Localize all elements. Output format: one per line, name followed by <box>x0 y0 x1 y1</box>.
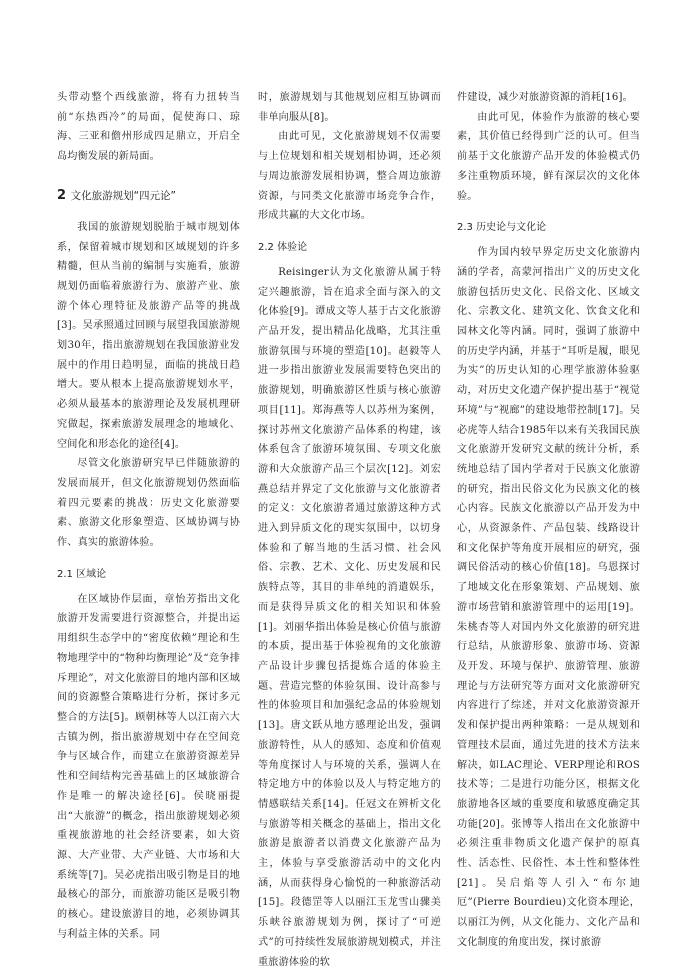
paragraph: 由此可见，文化旅游规划不仅需要与上位规划和相关规划相协调，还必须与周边旅游发展相协调，整合周边旅游资源，与同类文化旅游市场竞争合作，形成共赢的大文化市场。 <box>258 131 441 222</box>
subsection-heading: 2.1 区域论 <box>57 568 107 580</box>
paragraph: 由此可见，体验作为旅游的核心要素，其价值已经得到广泛的认可。但当前基于文化旅游产品开发的体验模式仍多注重物质环境，鲜有深层次的文化体验。 <box>457 111 640 202</box>
subsection-heading: 2.3 历史论与文化论 <box>457 222 547 234</box>
paragraph: 头带动整个西线旅游，将有力扭转当前“东热西冷”的局面，促使海口、琼海、三亚和儋州形成四足鼎立，开启全岛均衡发展的新局面。 <box>57 92 240 163</box>
column-3 <box>457 88 640 953</box>
paragraph: 作为国内较早界定历史文化旅游内涵的学者，高蒙河指出广义的历史文化旅游包括历史文化、民俗文化、区域文化、宗教文化、建筑文化、饮食文化和园林文化等内涵。同时，强调了旅游中的历史学内涵，并基于“耳听是履，眼见为实”的历史认知的心理学旅游体验驱动，对历史文化遗产保护提出基于“视觉环境”与“视廊”的建设地带控制[17]。吴必虎等人结合1985年以来有关我国民族文化旅游开发研究文献的统计分析，系统地总结了国内学者对于民族文化旅游的研究，指出民俗文化为民族文化的核心内容。民族文化旅游以产品开发为中心，从资源条件、产品包装、线路设计和文化保护等角度开展相应的研究，强调民俗活动的核心价值[18]。乌恩探讨了地域文化在形象策划、产品规划、旅游市场营销和旅游管理中的运用[19]。朱桃杏等人对国内外文化旅游的研究进行总结，从旅游形象、旅游市场、资源及开发、环境与保护、旅游管理、旅游理论与方法研究等方面对文化旅游研究内容进行了综述，并对文化旅游资源开发和保护提出两种策略：一是从规划和管理技术层面，通过先进的技术方法来解决，如LAC理论、VERP理论和ROS技术等；二是进行功能分区，根据文化旅游地各区域的重要度和敏感度确定其功能[20]。张博等人指出在文化旅游中必须注重非物质文化遗产保护的原真性、活态性、民俗性、本土性和整体性[21]。吴启焰等人引入“布尔迪厄”(Pierre Bourdieu)文化资本理论，以丽江为例，从文化能力、文化产品和文化制度的角度出发，探讨旅游 <box>457 247 640 948</box>
paragraph: 件建设，减少对旅游资源的消耗[16]。 <box>457 92 633 103</box>
paragraph: 时，旅游规划与其他规划应相互协调而非单向服从[8]。 <box>258 92 441 123</box>
section-number: 2 <box>57 187 67 203</box>
paragraph: Reisinger认为文化旅游从属于特定兴趣旅游，旨在追求全面与深入的文化体验[9]。谭成文等人基于古文化旅游产品开发，提出精品化战略，尤其注重旅游氛围与环境的塑造[10]。赵毅等人进一步指出旅游业发展需要特色突出的旅游规划，明确旅游区性质与核心旅游项目[11]。郑海燕等人以苏州为案例，探讨苏州文化旅游产品体系的构建，该体系包含了旅游环境氛围、专项文化旅游和大众旅游产品三个层次[12]。刘宏燕总结并界定了文化旅游与文化旅游者的定义：文化旅游者通过旅游这种方式进入到异质文化的现实氛围中，以切身体验和了解当地的生活习惯、社会风俗、宗教、艺术、文化、历史发展和民族特点等，其目的非单纯的消遣娱乐，而是获得异质文化的相关知识和体验[1]。刘丽华指出体验是核心价值与旅游的本质，提出基于体验视角的文化旅游产品设计步骤包括提炼合适的体验主题、营造完整的体验氛围、设计高参与性的体验项目和加强纪念品的体验规划[13]。唐文跃从地方感理论出发，强调旅游特性，从人的感知、态度和价值观等角度探讨人与环境的关系，强调人在特定地方中的体验以及人与特定地方的情感联结关系[14]。任冠文在辨析文化与旅游等相关概念的基础上，指出文化旅游是旅游者以消费文化旅游产品为主，体验与享受旅游活动中的文化内涵，从而获得身心愉悦的一种旅游活动[15]。段德罡等人以丽江玉龙雪山骤美乐峡谷旅游规划为例，探讨了“可逆式”的可持续性发展旅游规划模式，并注重旅游体验的软 <box>258 266 441 968</box>
paragraph: 我国的旅游规划脱胎于城市规划体系，保留着城市规划和区域规划的许多精髓，但从当前的编制与实施看，旅游规划仍面临着旅游行为、旅游产业、旅游个体心理特征及旅游产品等的挑战[3]。吴承照通过回顾与展望我国旅游规划30年，指出旅游规划在我国旅游业发展中的作用日趋明显，面临的挑战日趋增大。要从根本上提高旅游规划水平，必须从最基本的旅游理论及发展机理研究做起，探索旅游发展理念的地域化、空间化和形态化的途径[4]。 <box>57 221 240 450</box>
subsection-heading: 2.2 体验论 <box>258 241 308 253</box>
column-2 <box>258 88 441 972</box>
paragraph: 尽管文化旅游研究早已伴随旅游的发展而展开，但文化旅游规划仍然面临着四元要素的挑战：历史文化旅游要素、旅游文化形象塑造、区域协调与协作、真实的旅游体验。 <box>57 458 240 549</box>
section-heading <box>57 186 240 206</box>
section-title: 文化旅游规划“四元论” <box>70 189 176 202</box>
column-1 <box>57 88 240 944</box>
paragraph: 在区域协作层面，章怡芳指出文化旅游开发需要进行资源整合，并提出运用组织生态学中的“密度依赖”理论和生物地理学中的“物种均衡理论”及“竞争排斥理论”，对文化旅游目的地内部和区域间的资源整合策略进行分析，探讨多元整合的方法[5]。顾朝林等人以江南六大古镇为例，指出旅游规划中存在空间竞争与区域合作，而建立在旅游资源差异性和空间结构完善基础上的区域旅游合作是唯一的解决途径[6]。侯晓丽提出“大旅游”的概念，指出旅游规划必须重视旅游地的社会经济要素，如大资源、大产业带、大产业链、大市场和大系统等[7]。吴必虎指出吸引物是目的地最核心的部分，而旅游功能区是吸引物的核心。建设旅游目的地，必须协调其与利益主体的关系。同 <box>57 593 240 940</box>
